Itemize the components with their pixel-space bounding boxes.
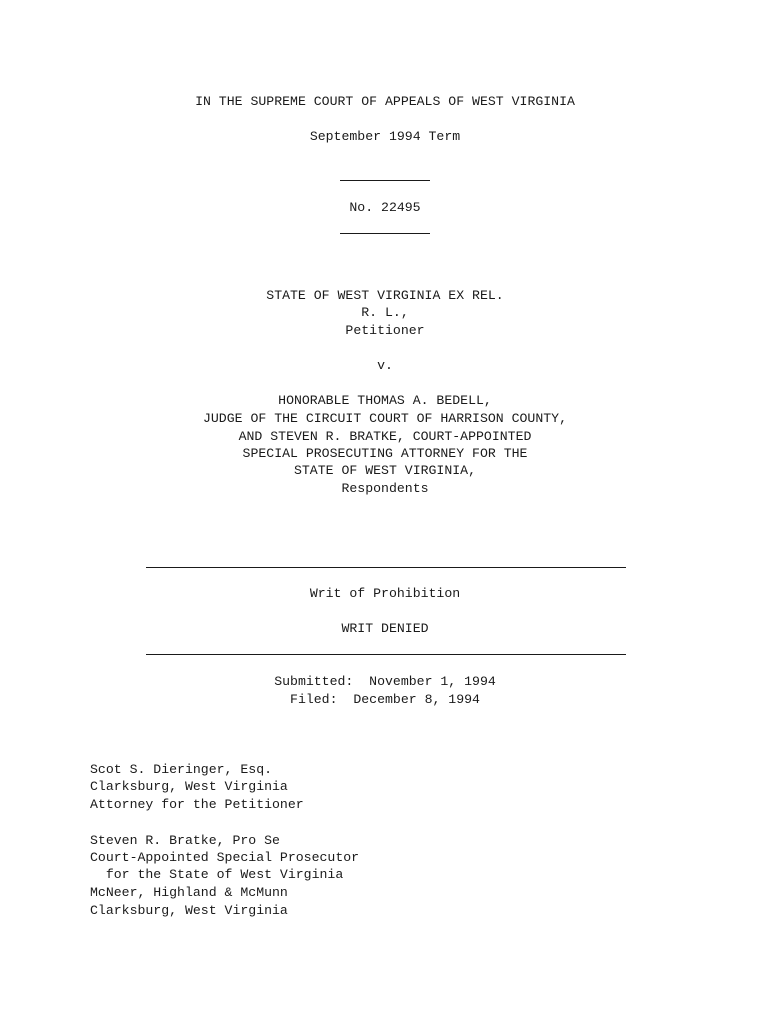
- petitioner-counsel-name: Scot S. Dieringer, Esq.: [90, 762, 273, 777]
- proceeding-type: Writ of Prohibition: [309, 586, 461, 601]
- respondent-counsel-city: Clarksburg, West Virginia: [90, 903, 288, 918]
- filed-date: Filed: December 8, 1994: [290, 692, 480, 707]
- respondent-line-4: SPECIAL PROSECUTING ATTORNEY FOR THE: [242, 446, 528, 461]
- section-divider-1: [146, 567, 626, 568]
- divider-top: [340, 180, 430, 181]
- petitioner-role: Petitioner: [345, 323, 425, 338]
- divider-bottom: [340, 233, 430, 234]
- respondent-counsel-role-2: for the State of West Virginia: [90, 867, 344, 882]
- disposition: WRIT DENIED: [341, 621, 429, 636]
- petitioner-counsel-city: Clarksburg, West Virginia: [90, 779, 288, 794]
- respondent-line-2: JUDGE OF THE CIRCUIT COURT OF HARRISON COUNTY,: [202, 411, 568, 426]
- respondent-counsel-firm: McNeer, Highland & McMunn: [90, 885, 288, 900]
- versus: v.: [377, 358, 393, 373]
- respondent-counsel-role-1: Court-Appointed Special Prosecutor: [90, 850, 360, 865]
- petitioner-line-2: R. L.,: [361, 305, 409, 320]
- petitioner-counsel-role: Attorney for the Petitioner: [90, 797, 304, 812]
- respondent-line-5: STATE OF WEST VIRGINIA,: [293, 463, 477, 478]
- respondent-role: Respondents: [341, 481, 429, 496]
- respondent-counsel-name: Steven R. Bratke, Pro Se: [90, 833, 280, 848]
- petitioner-line-1: STATE OF WEST VIRGINIA EX REL.: [266, 288, 504, 303]
- submitted-date: Submitted: November 1, 1994: [274, 674, 496, 689]
- term: September 1994 Term: [309, 129, 461, 144]
- respondent-line-3: AND STEVEN R. BRATKE, COURT-APPOINTED: [238, 429, 532, 444]
- court-name: IN THE SUPREME COURT OF APPEALS OF WEST VIRGINIA: [195, 94, 575, 109]
- respondent-line-1: HONORABLE THOMAS A. BEDELL,: [278, 393, 492, 408]
- case-number: No. 22495: [349, 200, 421, 215]
- section-divider-2: [146, 654, 626, 655]
